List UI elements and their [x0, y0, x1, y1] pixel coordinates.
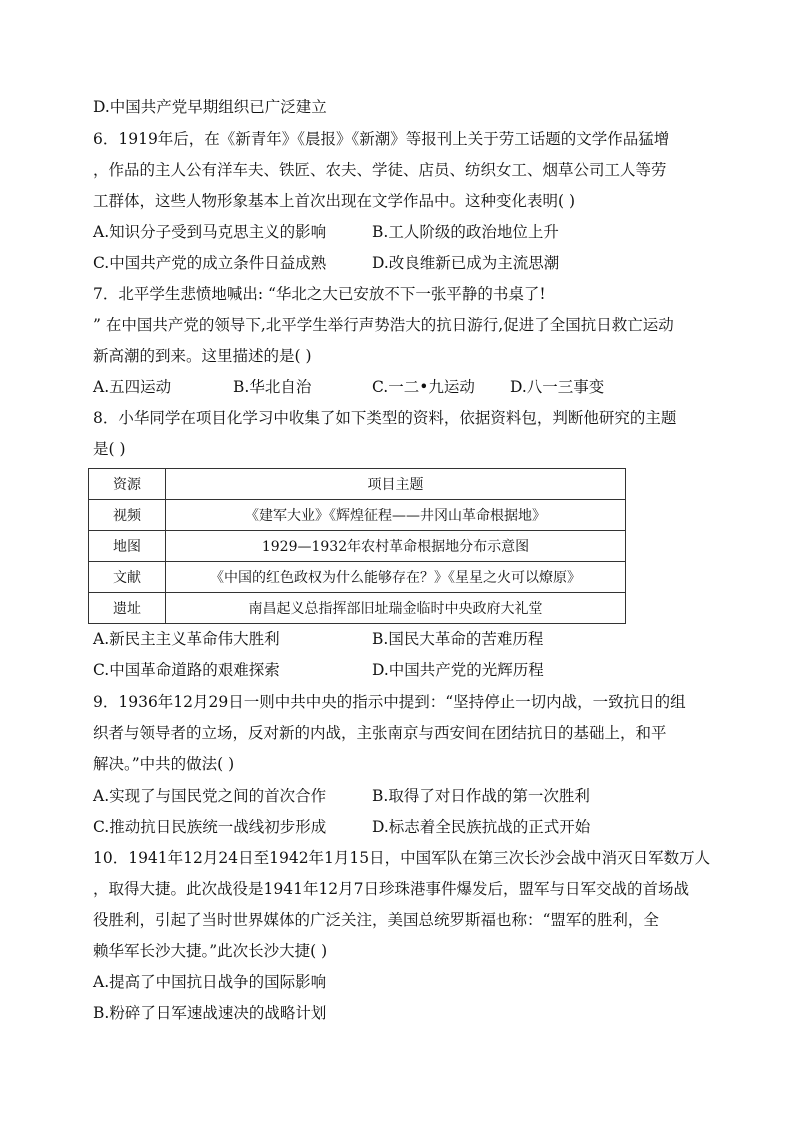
q10-option-a: A.提高了中国抗日战争的国际影响: [93, 973, 327, 991]
table-row: [89, 500, 626, 531]
table-header-row: [89, 469, 626, 500]
table-header-cell: 资源: [89, 469, 166, 500]
table-cell-resource: 视频: [89, 500, 166, 531]
q7-stem-line-1: 7．北平学生悲愤地喊出: “华北之大已安放不下一张平静的书桌了!: [93, 285, 546, 303]
resource-table: [88, 468, 626, 624]
q9-stem-line-1: 9．1936年12月29日一则中共中央的指示中提到：“坚持停止一切内战，一致抗日的组: [93, 693, 686, 711]
q7-option-d: D.八一三事变: [510, 378, 605, 396]
table-row: [89, 562, 626, 593]
table-row: [89, 531, 626, 562]
q5-option-d: D.中国共产党早期组织已广泛建立: [93, 98, 327, 116]
q6-option-c: C.中国共产党的成立条件日益成熟: [93, 254, 327, 272]
q6-option-b: B.工人阶级的政治地位上升: [372, 223, 559, 241]
q7-option-a: A.五四运动: [93, 378, 172, 396]
q7-option-c: C.一二•九运动: [372, 378, 475, 396]
q10-stem-line-1: 10．1941年12月24日至1942年1月15日，中国军队在第三次长沙会战中消灭日军数万人: [93, 849, 711, 867]
table-cell-resource: 遗址: [89, 593, 166, 624]
table-cell-topic: 《中国的红色政权为什么能够存在？》《星星之火可以燎原》: [166, 562, 626, 593]
q9-option-b: B.取得了对日作战的第一次胜利: [372, 787, 590, 805]
table-cell-topic: 南昌起义总指挥部旧址瑞金临时中央政府大礼堂: [166, 593, 626, 624]
table-cell-resource: 文献: [89, 562, 166, 593]
table-cell-topic: 1929—1932年农村革命根据地分布示意图: [166, 531, 626, 562]
q10-stem-line-3: 役胜利，引起了当时世界媒体的广泛关注，美国总统罗斯福也称：“盟军的胜利，全: [93, 911, 659, 929]
q9-option-a: A.实现了与国民党之间的首次合作: [93, 787, 327, 805]
q7-stem-line-2: ” 在中国共产党的领导下,北平学生举行声势浩大的抗日游行,促进了全国抗日救亡运动: [93, 316, 674, 334]
q6-option-a: A.知识分子受到马克思主义的影响: [93, 223, 327, 241]
q7-option-b: B.华北自治: [233, 378, 312, 396]
q8-stem-line-2: 是( ): [93, 440, 126, 458]
q8-option-a: A.新民主主义革命伟大胜利: [93, 630, 280, 648]
table-row: [89, 593, 626, 624]
q6-option-d: D.改良维新已成为主流思潮: [372, 254, 560, 272]
q6-stem-line-1: 6．1919年后，在《新青年》《晨报》《新潮》等报刊上关于劳工话题的文学作品猛增: [93, 130, 670, 148]
q6-stem-line-3: 工群体，这些人物形象基本上首次出现在文学作品中。这种变化表明( ): [93, 192, 576, 210]
q9-option-c: C.推动抗日民族统一战线初步形成: [93, 818, 327, 836]
q6-stem-line-2: ，作品的主人公有洋车夫、铁匠、农夫、学徒、店员、纺织女工、烟草公司工人等劳: [93, 161, 667, 179]
q10-stem-line-2: ，取得大捷。此次战役是1941年12月7日珍珠港事件爆发后，盟军与日军交战的首场战: [93, 880, 690, 898]
q8-option-c: C.中国革命道路的艰难探索: [93, 661, 280, 679]
q10-option-b: B.粉碎了日军速战速决的战略计划: [93, 1004, 327, 1022]
table-header-cell: 项目主题: [166, 469, 626, 500]
q7-stem-line-3: 新高潮的到来。这里描述的是( ): [93, 347, 312, 365]
q9-option-d: D.标志着全民族抗战的正式开始: [372, 818, 591, 836]
table-cell-resource: 地图: [89, 531, 166, 562]
q8-option-d: D.中国共产党的光辉历程: [372, 661, 544, 679]
q8-option-b: B.国民大革命的苦难历程: [372, 630, 544, 648]
q9-stem-line-3: 解决。”中共的做法( ): [93, 755, 235, 773]
q8-stem-line-1: 8．小华同学在项目化学习中收集了如下类型的资料，依据资料包，判断他研究的主题: [93, 409, 677, 427]
q9-stem-line-2: 织者与领导者的立场，反对新的内战，主张南京与西安间在团结抗日的基础上，和平: [93, 724, 667, 742]
table-cell-topic: 《建军大业》《辉煌征程——井冈山革命根据地》: [166, 500, 626, 531]
q10-stem-line-4: 赖华军长沙大捷。”此次长沙大捷( ): [93, 942, 328, 960]
